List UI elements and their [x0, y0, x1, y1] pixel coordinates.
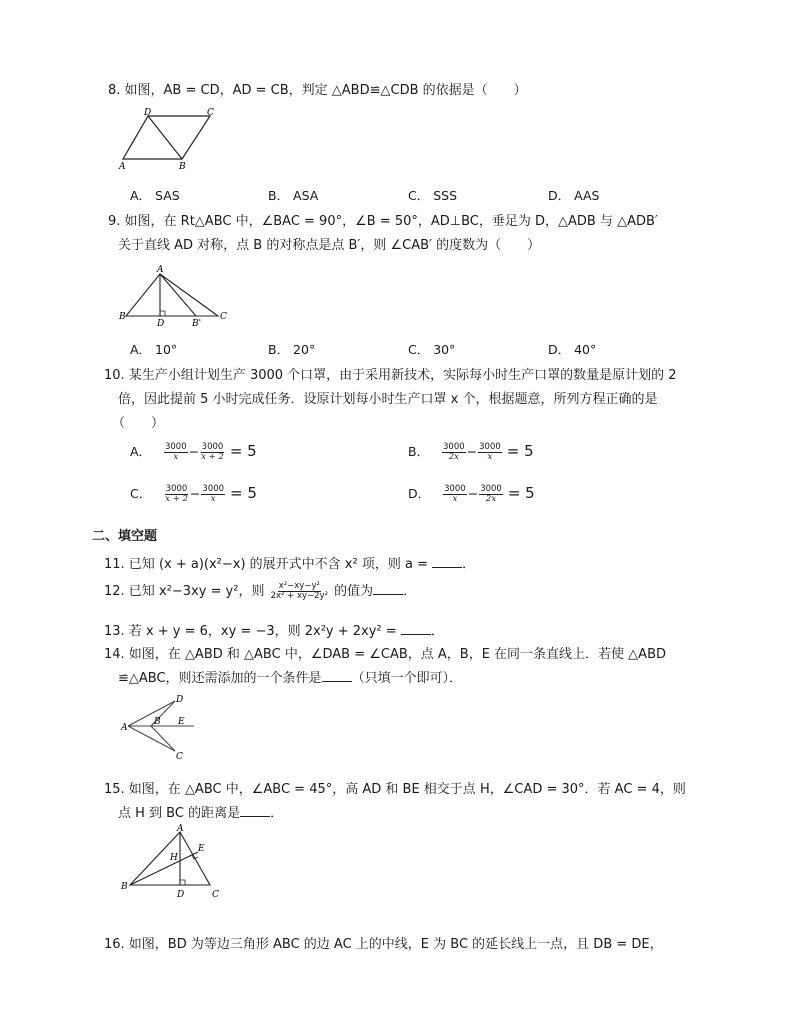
q12-answer-blank[interactable] — [373, 582, 403, 595]
q9-option-a: A． 10° — [130, 342, 178, 357]
q15-label-e: E — [198, 844, 205, 854]
q10-option-c: C． $\frac{3000}{x + 2}$ − $\frac{3000}{x}$ = 5 — [130, 484, 257, 504]
q9-label-b: B — [119, 312, 126, 322]
q8-label-c: C — [207, 108, 214, 118]
question-10-line-1: 10. 某生产小组计划生产 3000 个口罩，由于采用新技术，实际每小时生产口罩的数量是原计划的 2 — [104, 368, 677, 383]
q14-answer-blank[interactable] — [322, 669, 352, 682]
q15-answer-blank[interactable] — [240, 804, 270, 817]
question-9-line-1: 9. 如图，在 Rt△ABC 中，∠BAC = 90°，∠B = 50°，AD⊥BC，垂足为 D，△ADB 与 △ADB′ — [108, 214, 658, 229]
question-14-line-1: 14. 如图，在 △ABD 和 △ABC 中，∠DAB = ∠CAB，点 A，B，E 在同一条直线上．若使 △ABD — [104, 647, 667, 662]
q10-option-b: B． $\frac{3000}{2x}$ − $\frac{3000}{x}$ = 5 — [408, 442, 534, 462]
q15-label-d: D — [177, 890, 185, 900]
q9-option-c: C． 30° — [408, 342, 456, 357]
q15-triangle-figure — [118, 822, 218, 902]
q9-label-d: D — [157, 319, 165, 329]
q13-answer-blank[interactable] — [401, 622, 431, 635]
question-15-line-1: 15. 如图，在 △ABC 中，∠ABC = 45°，高 AD 和 BE 相交于点 H，∠CAD = 30°．若 AC = 4，则 — [104, 782, 686, 797]
question-15-line-2: 点 H 到 BC 的距离是 ． — [118, 806, 284, 821]
question-10-line-3: （ ） — [112, 416, 165, 431]
q15-label-b: B — [121, 882, 128, 892]
q8-parallelogram-figure — [115, 106, 225, 172]
q14-label-d: D — [176, 695, 184, 705]
q14-label-e: E — [178, 717, 185, 727]
q8-option-c: C． SSS — [408, 188, 458, 203]
section-title-fill-in: 二、填空题 — [92, 529, 158, 544]
q15-label-c: C — [212, 890, 219, 900]
q9-label-a: A — [157, 265, 164, 275]
question-10-line-2: 倍，因此提前 5 小时完成任务．设原计划每小时生产口罩 x 个，根据题意，所列方程正确的是 — [118, 392, 658, 407]
q14-figure — [118, 690, 208, 762]
q8-option-d: D． AAS — [548, 188, 600, 203]
q8-label-b: B — [179, 162, 186, 172]
question-14-line-2: ≌△ABC，则还需添加的一个条件是 （只填一个即可）． — [118, 671, 463, 686]
q9-triangle-figure — [118, 264, 228, 328]
question-16-line-1: 16. 如图，BD 为等边三角形 ABC 的边 AC 上的中线，E 为 BC 的延长线上一点，且 DB = DE， — [104, 937, 663, 952]
question-12: 12. 已知 x²−3xy = y²，则 $\frac{\text{x²−xy−y²}}{\text{2x² + xy−2y²}}$ 的值为 ． — [104, 581, 417, 601]
q14-label-c: C — [176, 752, 183, 762]
q9-label-c: C — [220, 312, 227, 322]
q9-label-b-prime: B' — [192, 319, 202, 329]
q8-label-d: D — [144, 108, 152, 118]
question-8-text: 8. 如图，AB = CD，AD = CB，判定 △ABD≌△CDB 的依据是（ ） — [108, 83, 527, 98]
q15-label-h: H — [170, 853, 178, 863]
q9-option-b: B． 20° — [268, 342, 316, 357]
q14-label-b: B — [154, 717, 161, 727]
question-11: 11. 已知 (x + a)(x²−x) 的展开式中不含 x² 项，则 a = ． — [104, 557, 476, 572]
q15-label-a: A — [177, 824, 184, 834]
q8-label-a: A — [119, 162, 126, 172]
q10-option-a: A． $\frac{3000}{x}$ − $\frac{3000}{x + 2}$ = 5 — [130, 442, 257, 462]
q10-option-d: D． $\frac{3000}{x}$ − $\frac{3000}{2x}$ = 5 — [408, 484, 535, 504]
q11-answer-blank[interactable] — [432, 555, 462, 568]
question-13: 13. 若 x + y = 6，xy = −3，则 2x²y + 2xy² = ． — [104, 624, 444, 639]
q8-option-b: B． ASA — [268, 188, 319, 203]
question-9-line-2: 关于直线 AD 对称，点 B 的对称点是点 B′，则 ∠CAB′ 的度数为（ ） — [118, 238, 541, 253]
q9-option-d: D． 40° — [548, 342, 597, 357]
q14-label-a: A — [121, 723, 128, 733]
q8-option-a: A． SAS — [130, 188, 180, 203]
